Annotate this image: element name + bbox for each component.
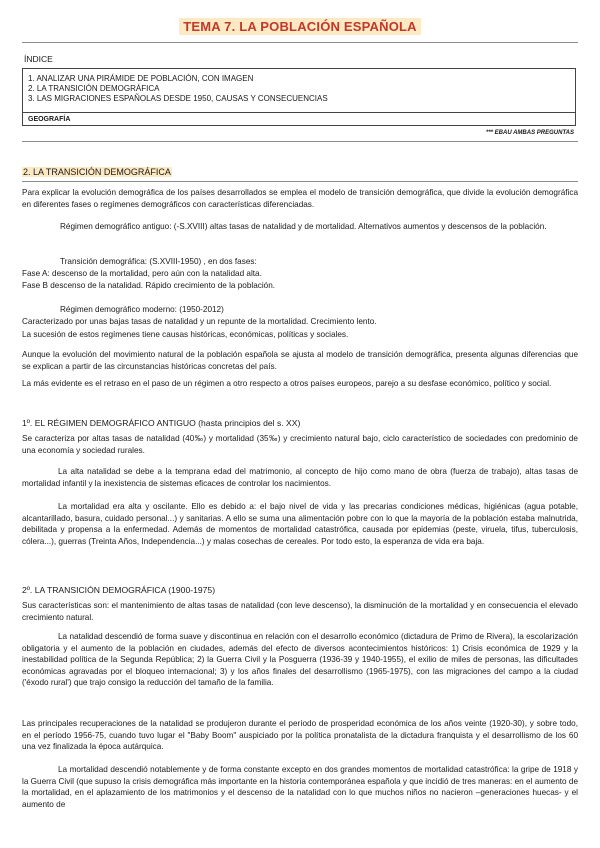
- section-heading: [22, 167, 172, 177]
- transicion-heading: Transición demográfica: (S.XVIII-1950) , en dos fases:: [60, 257, 257, 266]
- index-bottom-divider: [22, 141, 578, 142]
- s2-heading: 2º. LA TRANSICIÓN DEMOGRÁFICA (1900-1975): [22, 585, 216, 595]
- section-divider: [22, 181, 578, 182]
- section-heading-text: 2. LA TRANSICIÓN DEMOGRÁFICA: [23, 167, 171, 177]
- index-box: [22, 68, 576, 126]
- title-container: [0, 18, 600, 36]
- index-item: 2. LA TRANSICIÓN DEMOGRÁFICA: [28, 84, 160, 93]
- s1-paragraph-2: La alta natalidad se debe a la temprana edad del matrimonio, al concepto de hijo como mano de obra (fuerza de trabajo), altas tasas de mortalidad infantil y la inexistencia de sistemas eficaces de controlar los nacimientos.: [22, 467, 578, 488]
- index-note: *** EBAU AMBAS PREGUNTAS: [485, 130, 574, 136]
- index-heading: ÍNDICE: [24, 54, 53, 64]
- s2-paragraph-1: Sus características son: el mantenimiento de altas tasas de natalidad (con leve descenso), la disminución de la mortalidad y en consecuencia el elevado crecimiento natural.: [22, 601, 578, 622]
- s1-heading: 1º. EL RÉGIMEN DEMOGRÁFICO ANTIGUO (hasta principios del s. XX): [22, 418, 301, 428]
- index-item: 1. ANALIZAR UNA PIRÁMIDE DE POBLACIÓN, CON IMAGEN: [28, 74, 254, 83]
- moderno-line-1: Caracterizado por unas bajas tasas de natalidad y un repunte de la mortalidad. Crecimiento lento.: [22, 317, 377, 326]
- aunque-paragraph: Aunque la evolución del movimiento natural de la población española se ajusta al modelo de transición demográfica, presenta algunas diferencias que se explican a partir de las circunstancias históricas concretas del país.: [22, 350, 578, 371]
- s2-paragraph-4: La mortalidad descendió notablemente y de forma constante excepto en dos grandes momentos de mortalidad catastrófica: la gripe de 1918 y la Guerra Civil (que supuso la crisis demográfica más importante en la historia contemporánea española y que incidió de tres maneras: en el aumento de la mortalidad, en el aplazamiento de los matrimonios y el descenso de la natalidad con lo que muchos niños no nacieron –generaciones huecas- y el aumento de: [22, 765, 578, 809]
- s2-paragraph-2: La natalidad descendió de forma suave y discontinua en relación con el desarrollo económico (dictadura de Primo de Rivera), la escolarización obligatoria y el aumento de la población en ciudades, además del efecto de diversos acontecimientos históricos: 1) Crisis económica de 1929 y la inestabilidad política de la Segunda República; 2) la Guerra Civil y la Posguerra (1936-39 y 1940-1955), el exilio de miles de personas, las dificultades económicas agravadas por el bloqueo internacional; 3) y los años finales del desarrollismo (1965-1975), con las migraciones del campo a la ciudad ('éxodo rural') que trajo consigo la reducción del tamaño de la familia.: [22, 632, 578, 688]
- s1-paragraph-1: Se caracteriza por altas tasas de natalidad (40‰) y mortalidad (35‰) y crecimiento natural bajo, ciclo característico de sociedades con predominio de una economía y sociedad rurales.: [22, 434, 578, 455]
- index-list: [28, 74, 328, 104]
- title-divider: [22, 42, 578, 43]
- index-subject: GEOGRAFÍA: [28, 116, 71, 123]
- intro-paragraph: Para explicar la evolución demográfica de los países desarrollados se emplea el modelo de transición demográfica, que divide la evolución demográfica en diferentes fases o regímenes demográficos con características diferenciadas.: [22, 188, 578, 209]
- retraso-paragraph: La más evidente es el retraso en el paso de un régimen a otro respecto a otros países europeos, parejo a su desfase económico, político y social.: [22, 379, 552, 388]
- s2-paragraph-3: Las principales recuperaciones de la natalidad se produjeron durante el período de prosperidad económica de los años veinte (1920-30), y sobre todo, en el período 1956-75, cuando tuvo lugar el "Baby Boom" auspiciado por la política pronatalista de la dictadura franquista y el desarrollismo de los 60 una vez finalizada la época autárquica.: [22, 719, 578, 752]
- index-item: 3. LAS MIGRACIONES ESPAÑOLAS DESDE 1950, CAUSAS Y CONSECUENCIAS: [28, 94, 328, 103]
- document-title: TEMA 7. LA POBLACIÓN ESPAÑOLA: [179, 18, 421, 35]
- s1-paragraph-3: La mortalidad era alta y oscilante. Ello es debido a: el bajo nivel de vida y las precarias condiciones médicas, higiénicas (agua potable, alcantarillado, basura, cuidado personal...) y sanitarias. A ello se suma una alimentación pobre con lo que la mayoría de la población estaba malnutrida, debilitada y propensa a la enfermedad. Además de momentos de mortalidad catastrófica, causada por epidemias (peste, viruela, tifus, tuberculosis, cólera...), guerras (Treinta Años, Independencia...) y malas cosechas de cereales. Por todo esto, la esperanza de vida era baja.: [22, 502, 578, 546]
- index-divider: [23, 112, 575, 113]
- fase-b: Fase B descenso de la natalidad. Rápido crecimiento de la población.: [22, 281, 276, 290]
- moderno-heading: Régimen demográfico moderno: (1950-2012): [60, 305, 224, 314]
- antiguo-paragraph: Régimen demográfico antiguo: (-S.XVIII) altas tasas de natalidad y de mortalidad. Alternativos aumentos y descensos de la población.: [60, 222, 547, 231]
- fase-a: Fase A: descenso de la mortalidad, pero aún con la natalidad alta.: [22, 269, 262, 278]
- moderno-line-2: La sucesión de estos regímenes tiene causas históricas, económicas, políticas y sociales.: [22, 330, 349, 339]
